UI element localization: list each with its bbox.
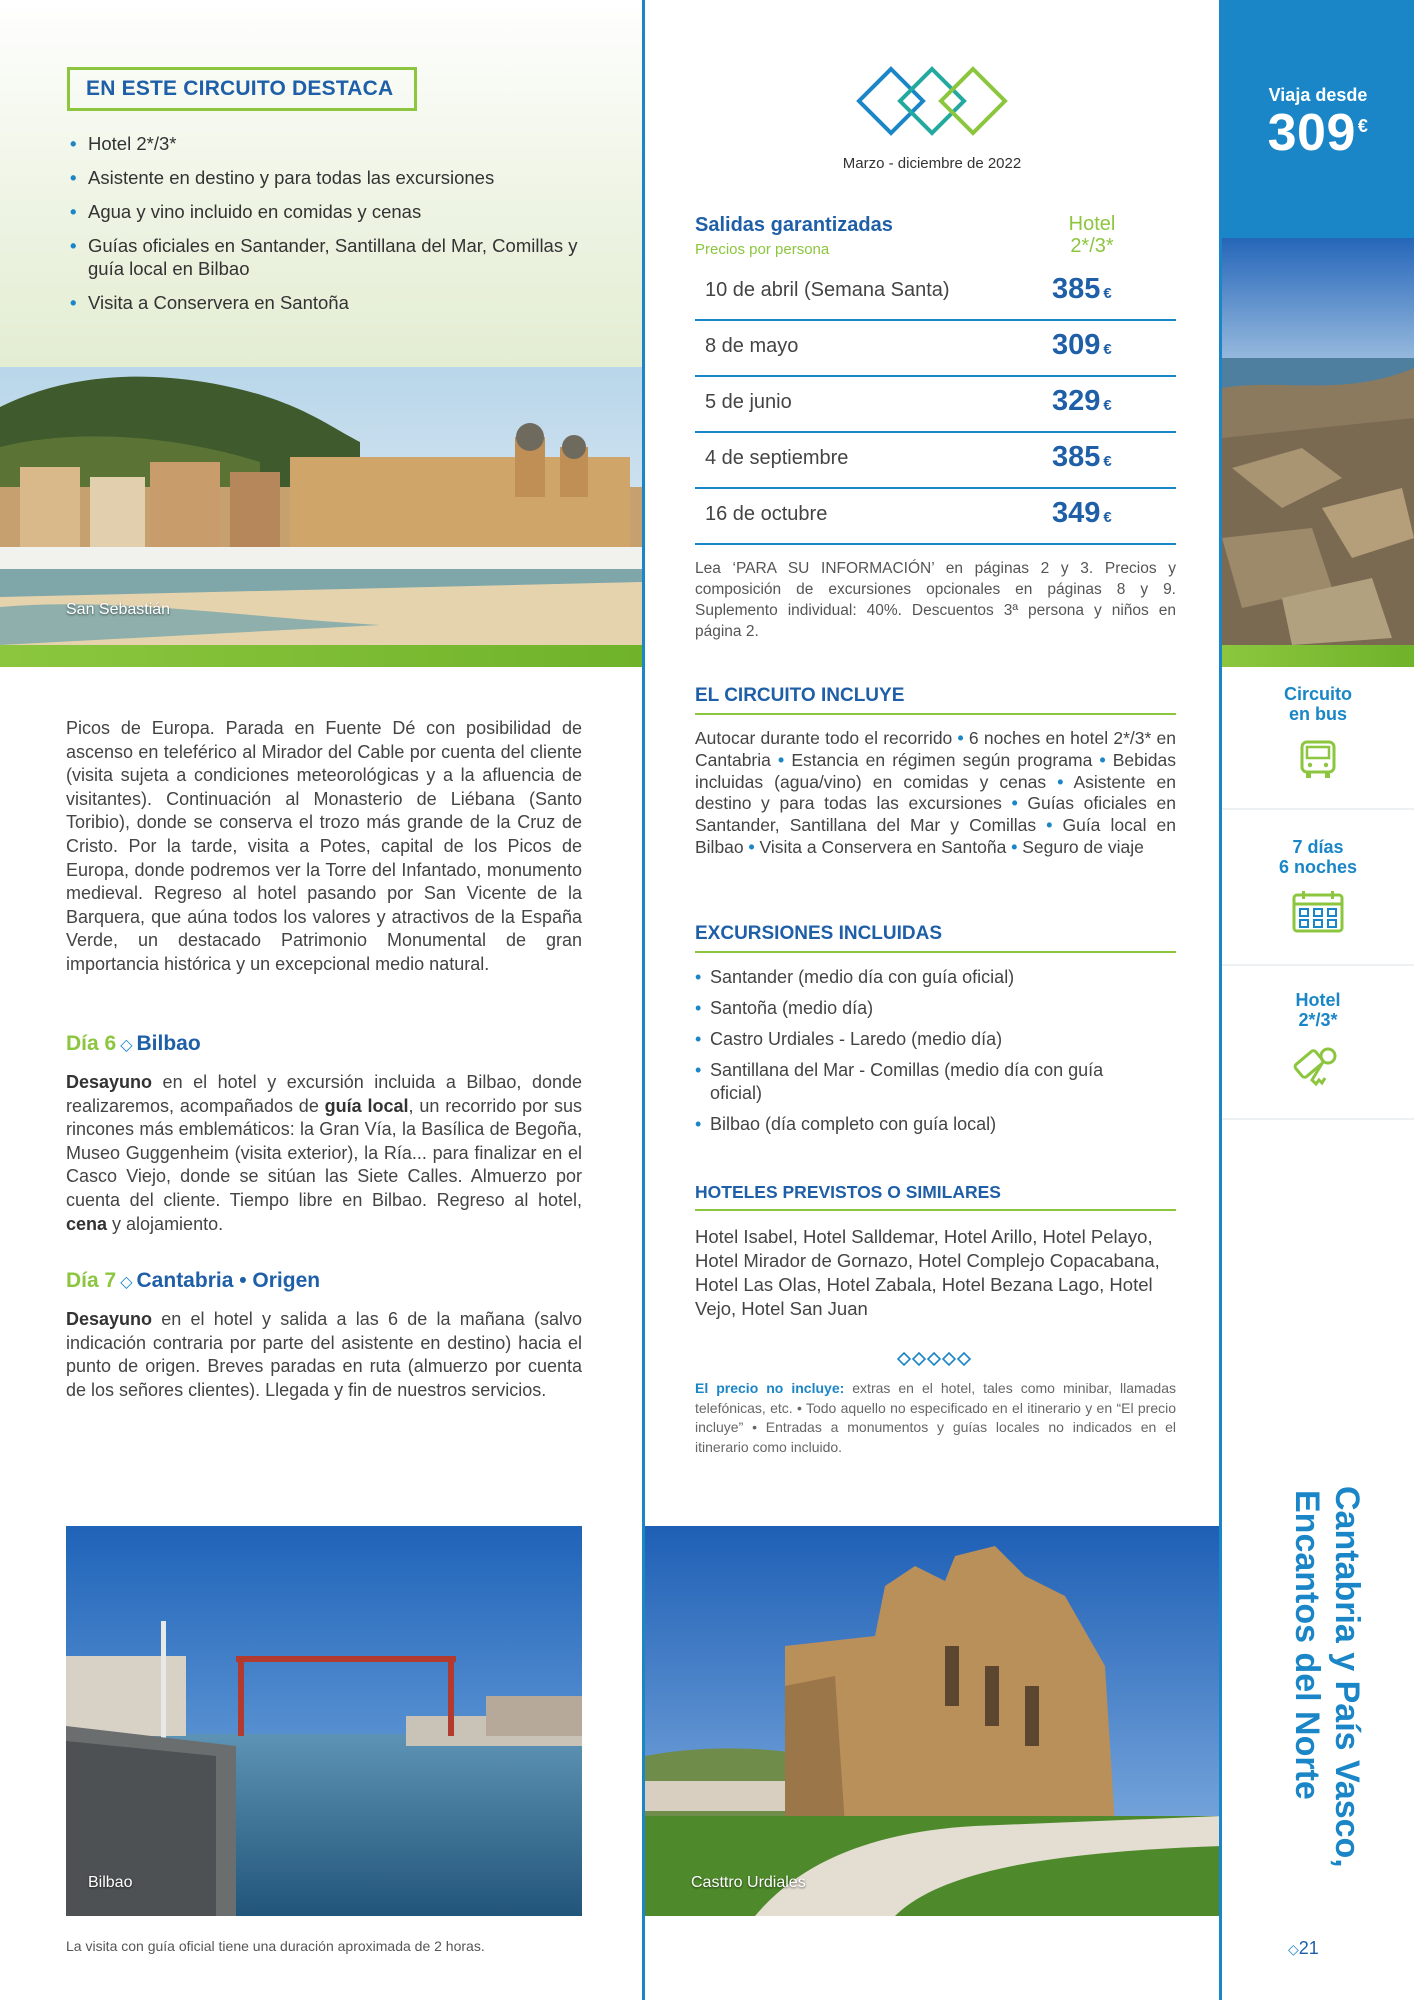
separator	[1222, 808, 1414, 810]
day-number: Día 6	[66, 1032, 117, 1055]
highlight-item: • Agua y vino incluido en comidas y cenas	[70, 200, 590, 223]
title-line-1: Cantabria y País Vasco,	[1328, 1486, 1366, 1868]
highlight-item: • Asistente en destino y para todas las excursiones	[70, 166, 590, 189]
highlight-item: • Hotel 2*/3*	[70, 132, 590, 155]
departure-date: 5 de junio	[705, 391, 792, 413]
include-item: Visita a Conservera en Santoña	[759, 836, 1007, 857]
duration-label: 6 noches	[1278, 857, 1358, 877]
currency-symbol: €	[1103, 341, 1112, 358]
include-item: Guías oficiales en Santander, Santillana del Mar y Comillas	[695, 793, 1176, 836]
day-place: Cantabria • Origen	[136, 1269, 321, 1292]
currency-symbol: €	[1103, 285, 1112, 302]
hotel-column-header	[1042, 213, 1142, 257]
excursion-item: • Santoña (medio día)	[695, 997, 1176, 1020]
hotel-category: 2*/3*	[1298, 1010, 1338, 1030]
hotel-info	[1222, 990, 1414, 1097]
currency-symbol: €	[1357, 115, 1369, 136]
price-value	[1052, 273, 1112, 306]
text-span: , un recorrido por sus rincones más emblemáticos: la Gran Vía, la Basílica de Begoña, Museo Guggenheim (visita exterior), la Ría... para finalizar en el Casco Viejo, donde se sitúan las Siete Calles. Almuerzo por cuenta del cliente. Tiempo libre en Bilbao. Regreso al hotel,	[66, 1095, 582, 1210]
day6-text	[66, 1071, 582, 1236]
departure-date: 10 de abril (Semana Santa)	[705, 279, 950, 301]
departure-date: 8 de mayo	[705, 335, 799, 357]
includes-title: EL CIRCUITO INCLUYE	[695, 685, 1176, 715]
highlight-item: • Visita a Conservera en Santoña	[70, 291, 590, 314]
san-sebastian-photo	[0, 367, 642, 645]
bold-text: Desayuno	[66, 1309, 153, 1329]
price-value	[1052, 385, 1112, 418]
hotel-label: Hotel	[1295, 990, 1341, 1010]
bilbao-photo	[66, 1526, 582, 1916]
include-item: Autocar durante todo el recorrido	[695, 728, 953, 748]
price-notes: Lea ‘PARA SU INFORMACIÓN’ en páginas 2 y 3. Precios y composición de excursiones opcionales en páginas 8 y 9. Suplemento individual: 40%. Descuentos 3ª persona y niños en página 2.	[695, 560, 1176, 640]
from-price-amount: 309	[1267, 104, 1356, 162]
price-amount: 329	[1052, 385, 1101, 417]
diamond-icon: ◇	[120, 1037, 133, 1054]
coast-photo	[1222, 238, 1414, 645]
hotels-text: Hotel Isabel, Hotel Salldemar, Hotel Arillo, Hotel Pelayo, Hotel Mirador de Gornazo, Hotel Complejo Copacabana, Hotel Las Olas, Hotel Zabala, Hotel Bezana Lago, Hotel Vejo, Hotel San Juan	[695, 1226, 1160, 1319]
price-value	[1052, 497, 1112, 530]
transport-label: Circuito	[1283, 684, 1352, 704]
price-amount: 309	[1052, 329, 1101, 361]
diamond-icon: ◇	[120, 1274, 133, 1291]
not-included-lead: El precio no incluye:	[695, 1380, 845, 1396]
footer-note: La visita con guía oficial tiene una duración aproximada de 2 horas.	[66, 1938, 485, 1954]
departure-date: 16 de octubre	[705, 503, 828, 525]
currency-symbol: €	[1103, 397, 1112, 414]
diamonds-divider-icon	[897, 1352, 973, 1366]
hotel-label: Hotel	[1068, 213, 1116, 235]
title-line-2: Encantos del Norte	[1288, 1490, 1326, 1800]
day6-heading	[66, 1032, 201, 1056]
photo-caption: San Sebastián	[66, 601, 171, 618]
includes-text: Autocar durante todo el recorrido • 6 noches en hotel 2*/3* en Cantabria • Estancia en régimen según programa • Bebidas incluidas (agua/vino) en comidas y cenas • Asistente en destino y para todas las excursiones • Guías oficiales en Santander, Santillana del Mar y Comillas • Guía local en Bilbao • Visita a Conservera en Santoña • Seguro de viaje	[695, 728, 1176, 857]
hotels-title: HOTELES PREVISTOS O SIMILARES	[695, 1182, 1176, 1211]
text-span: y alojamiento.	[107, 1213, 224, 1234]
text-span: en el hotel y excursión incluida a Bilbao, donde realizaremos, acompañados de	[66, 1072, 582, 1116]
page-number	[1288, 1938, 1319, 1959]
text-span: en el hotel y salida a las 6 de la mañana (salvo indicación contraria por parte del asistente en destino) hacia el punto de origen. Breves paradas en ruta (almuerzo por cuenta de los señores clientes). Llegada y fin de nuestros servicios.	[66, 1309, 582, 1400]
include-item: Guía local en Bilbao	[695, 815, 1176, 857]
departures-title: Salidas garantizadas	[695, 214, 893, 236]
highlights-list	[70, 132, 590, 325]
trip-title-vertical	[1244, 1480, 1394, 1920]
day7-text	[66, 1308, 582, 1402]
diamonds-logo-icon	[856, 66, 1008, 136]
price-row	[695, 433, 1176, 489]
duration-info	[1222, 837, 1414, 940]
excursions-title: EXCURSIONES INCLUIDAS	[695, 923, 1176, 953]
include-item: Bebidas incluidas (agua/vino) en comidas y cenas	[695, 749, 1176, 792]
from-label: Viaja desde	[1268, 85, 1368, 105]
bold-text: guía local	[324, 1095, 409, 1116]
hotel-category: 2*/3*	[1070, 235, 1114, 257]
photo-caption: Casttro Urdiales	[691, 1874, 806, 1891]
green-divider	[1222, 645, 1414, 667]
price-row	[695, 489, 1176, 545]
text-span: extras en el hotel, tales como minibar, llamadas telefónicas, etc. • Todo aquello no especificado en el itinerario y en “El precio incluye” • Entradas a monumentos y guías locales no indicados en el itinerario como incluido.	[695, 1380, 1176, 1455]
excursion-item: • Castro Urdiales - Laredo (medio día)	[695, 1028, 1176, 1051]
price-value	[1052, 329, 1112, 362]
bold-text: cena	[66, 1213, 108, 1234]
separator	[1222, 1118, 1414, 1120]
highlight-item: • Guías oficiales en Santander, Santillana del Mar, Comillas y guía local en Bilbao	[70, 234, 590, 280]
bold-text: Desayuno	[66, 1072, 153, 1092]
excursion-item: • Santander (medio día con guía oficial)	[695, 966, 1176, 989]
day-number: Día 7	[66, 1269, 117, 1292]
price-amount: 385	[1052, 441, 1101, 473]
excursion-item: • Santillana del Mar - Comillas (medio día con guía oficial)	[695, 1059, 1176, 1105]
middle-column	[642, 0, 1222, 2000]
bus-icon	[1296, 738, 1340, 782]
day7-heading	[66, 1269, 320, 1293]
left-column	[0, 0, 642, 2000]
price-amount: 385	[1052, 273, 1101, 305]
duration-label: 7 días	[1292, 837, 1344, 857]
transport-info	[1222, 684, 1414, 787]
transport-label: en bus	[1288, 704, 1347, 724]
excursions-list	[695, 966, 1176, 1144]
day5-text: Picos de Europa. Parada en Fuente Dé con posibilidad de ascenso en teleférico al Mirador del Cable por cuenta del cliente (visita sujeta a condiciones meteorológicas y a la afluencia de visitantes). Continuación al Monasterio de Liébana (Santo Toribio), donde se conserva el trozo más grande de la Cruz de Cristo. Por la tarde, visita a Potes, capital de los Picos de Europa, donde podremos ver la Torre del Infantado, monumento medieval. Regreso al hotel pasando por San Vicente de la Barquera, que aúna todos los valores y atractivos de la España Verde, un destacado Patrimonio Monumental de gran importancia histórica y un excepcional medio natural.	[66, 718, 582, 974]
green-divider	[0, 645, 642, 667]
not-included-text	[695, 1379, 1176, 1457]
excursion-item: • Bilbao (día completo con guía local)	[695, 1113, 1176, 1136]
page-number-value: 21	[1298, 1938, 1319, 1958]
diamond-icon: ◇	[1288, 1941, 1299, 1957]
separator	[1222, 964, 1414, 966]
price-value	[1052, 441, 1112, 474]
currency-symbol: €	[1103, 509, 1112, 526]
price-row	[695, 265, 1176, 321]
highlights-title: EN ESTE CIRCUITO DESTACA	[67, 67, 417, 111]
castro-urdiales-photo	[645, 1526, 1222, 1916]
include-item: Estancia en régimen según programa	[791, 749, 1093, 770]
price-amount: 349	[1052, 497, 1101, 529]
include-item: Asistente en destino y para todas las excursiones	[695, 771, 1176, 814]
right-sidebar	[1222, 0, 1414, 2000]
departures-subtitle: Precios por persona	[695, 241, 830, 258]
price-row	[695, 321, 1176, 377]
photo-caption: Bilbao	[88, 1874, 133, 1891]
departure-date: 4 de septiembre	[705, 447, 849, 469]
key-icon	[1290, 1036, 1346, 1092]
calendar-icon	[1291, 889, 1345, 935]
day-place: Bilbao	[136, 1032, 201, 1055]
from-price	[1222, 103, 1414, 163]
include-item: Seguro de viaje	[1022, 836, 1144, 857]
date-range: Marzo - diciembre de 2022	[842, 155, 1022, 172]
include-item: 6 noches en hotel 2*/3* en Cantabria	[695, 728, 1176, 770]
currency-symbol: €	[1103, 453, 1112, 470]
price-row	[695, 377, 1176, 433]
